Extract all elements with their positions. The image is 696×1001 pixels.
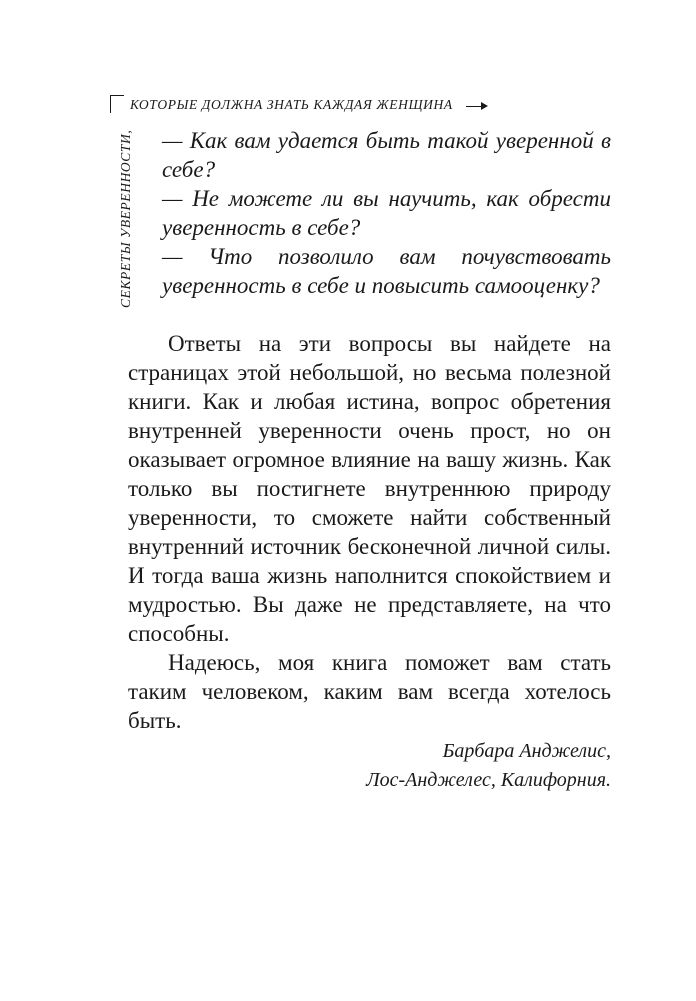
header-bracket-vertical [110, 95, 111, 113]
question-3: — Что позволило вам почувствовать уверенность в себе и повысить самооценку? [162, 244, 611, 298]
question-2: — Не можете ли вы научить, как обрести уверенность в себе? [162, 186, 611, 240]
side-running-title: СЕКРЕТЫ УВЕРЕННОСТИ, [118, 129, 133, 308]
page-body [128, 126, 611, 795]
paragraph-1: Ответы на эти вопросы вы найдете на страницах этой небольшой, но весьма полезной книги. Как и любая истина, вопрос обретения внутренней уверенности очень прост, но он оказывает огромное влияние на вашу жизнь. Как только вы постигнете внутреннюю природу уверенности, то сможете найти собственный внутренний источник бесконечной личной силы. И тогда ваша жизнь наполнится спокойствием и мудростью. Вы даже не представляете, на что способны. [128, 331, 611, 646]
question-1: — Как вам удается быть такой уверенной в себе? [162, 128, 611, 182]
header-arrow-icon [466, 106, 486, 107]
running-header-title: КОТОРЫЕ ДОЛЖНА ЗНАТЬ КАЖДАЯ ЖЕНЩИНА [130, 97, 453, 112]
signature-name: Барбара Анджелис, [442, 740, 611, 762]
signature-place: Лос-Анджелес, Калифорния. [366, 769, 611, 791]
paragraph-2: Надеюсь, моя книга поможет вам стать таким человеком, каким вам всегда хотелось быть. [128, 650, 611, 733]
header-bracket-horizontal [110, 95, 124, 96]
